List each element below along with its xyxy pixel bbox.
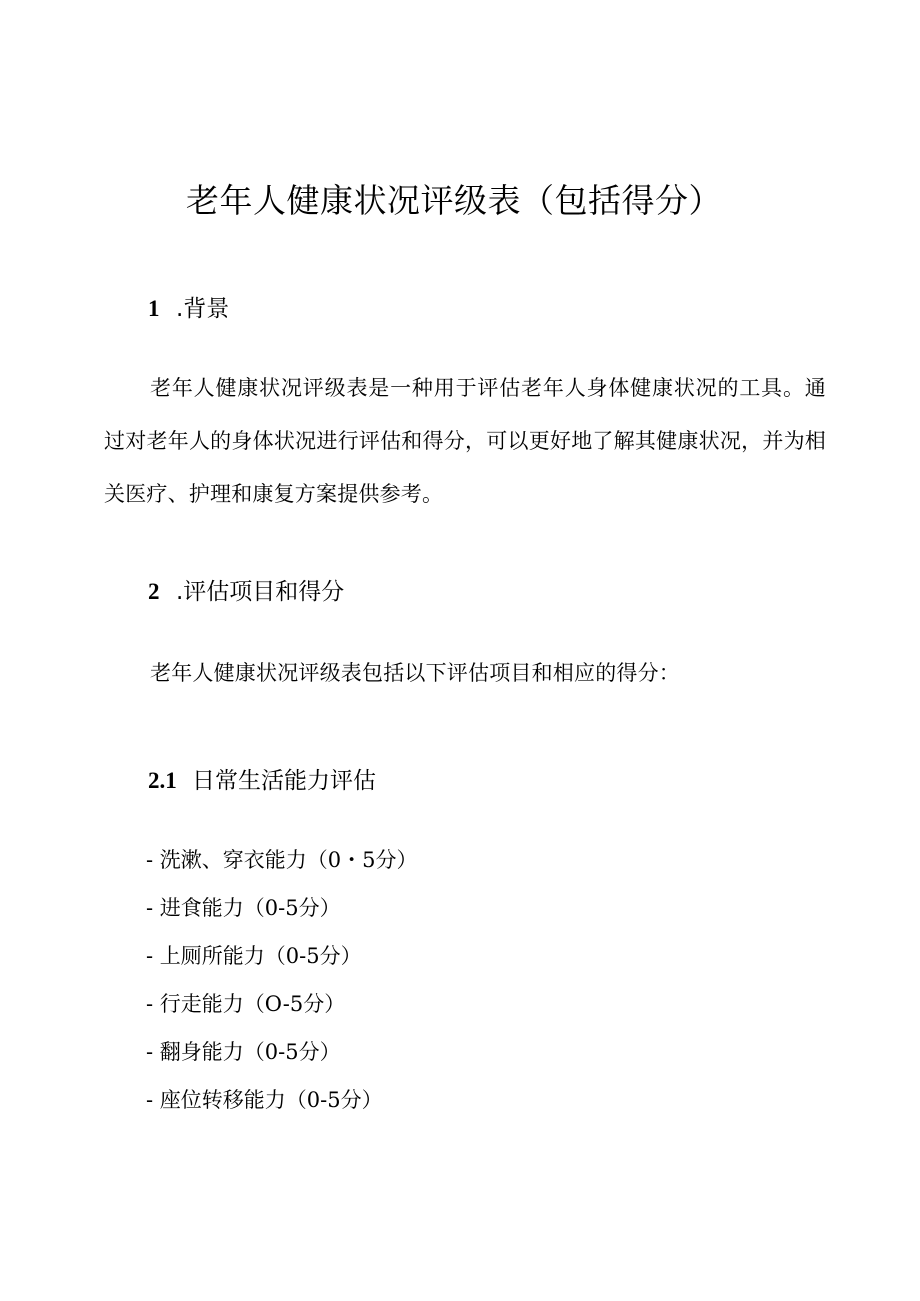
- document-title: 老年人健康状况评级表（包括得分）: [186, 181, 722, 220]
- subsection-heading-daily-living: [148, 764, 376, 798]
- list-item: - 洗漱、穿衣能力（0・5分）: [146, 848, 418, 872]
- section-heading-assessment-items: [148, 575, 344, 609]
- list-item: - 行走能力（O-5分）: [146, 992, 346, 1016]
- section-number: 2: [148, 579, 160, 604]
- section-title: .背景: [176, 296, 230, 322]
- section-title: 日常生活能力评估: [192, 768, 376, 794]
- list-item: - 进食能力（0-5分）: [146, 896, 341, 920]
- section-title: .评估项目和得分: [176, 579, 345, 605]
- section-number: 1: [148, 296, 160, 321]
- section-number: 2.1: [148, 768, 177, 793]
- list-item: - 座位转移能力（0-5分）: [146, 1088, 383, 1112]
- assessment-intro-paragraph: 老年人健康状况评级表包括以下评估项目和相应的得分：: [150, 661, 680, 685]
- list-item: - 翻身能力（0-5分）: [146, 1040, 341, 1064]
- section-heading-background: [148, 292, 229, 326]
- background-paragraph: 老年人健康状况评级表是一种用于评估老年人身体健康状况的工具。通过对老年人的身体状况进行评估和得分，可以更好地了解其健康状况，并为相关医疗、护理和康复方案提供参考。: [104, 376, 826, 506]
- daily-living-item-list: [146, 836, 418, 1124]
- list-item: - 上厕所能力（0-5分）: [146, 944, 362, 968]
